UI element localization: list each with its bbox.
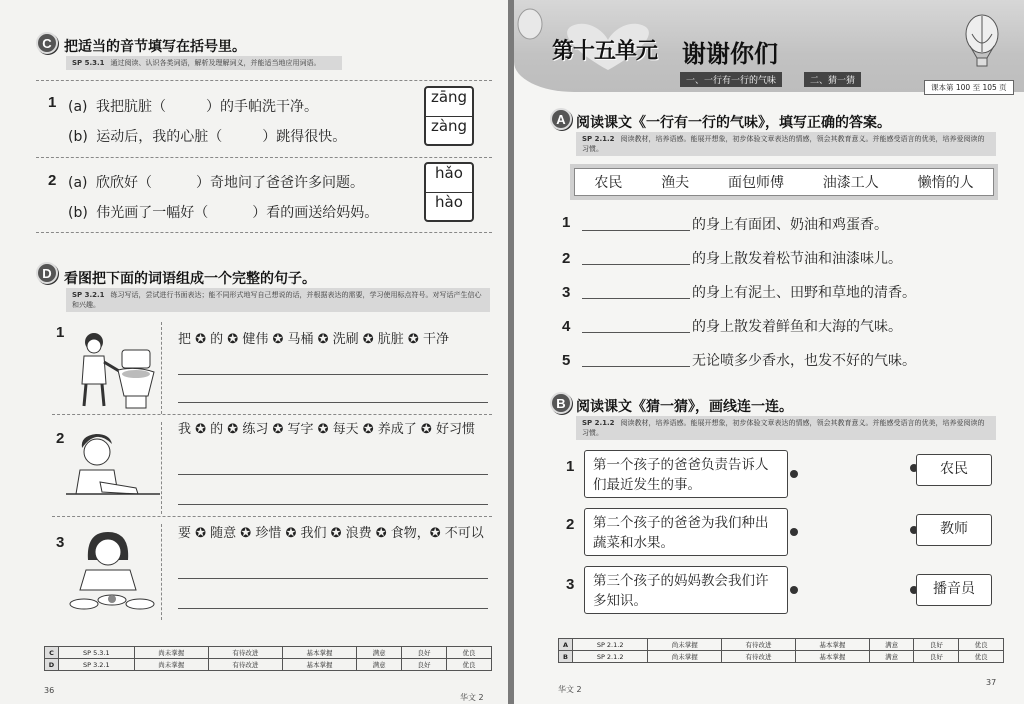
assessment-table (44, 646, 492, 671)
pinyin-option: zāng (430, 88, 468, 106)
question-text: 无论喷多少香水，也发不好的气味。 (692, 353, 916, 369)
pinyin-option: hào (426, 192, 472, 220)
boy-writing-image (66, 422, 162, 514)
table-cell[interactable]: 优良 (446, 659, 491, 671)
standard-text: 阅读教材，培养语感。能展开想象，初步体验文章表达的情感，领会其教育意义。并能感受语言的优美，培养爱阅读的习惯。 (582, 135, 985, 153)
question-2a: (a) 欣欣好（ ）奇地问了爸爸许多问题。 (68, 175, 364, 191)
table-row (45, 659, 492, 671)
table-cell[interactable]: 有待改进 (208, 659, 282, 671)
table-cell: B (559, 651, 573, 663)
table-cell[interactable]: 尚未掌握 (648, 651, 722, 663)
answer-line[interactable] (582, 366, 690, 367)
table-cell: SP 2.1.2 (573, 639, 648, 651)
word-list: 我 ✪ 的 ✪ 练习 ✪ 写字 ✪ 每天 ✪ 养成了 ✪ 好习惯 (178, 422, 475, 437)
lesson-tag-1: 一、一行有一行的气味 (680, 72, 782, 87)
question-number: 4 (562, 318, 571, 335)
unit-name: 谢谢你们 (682, 40, 778, 68)
divider (52, 516, 492, 517)
standard-code: SP 3.2.1 (72, 291, 105, 299)
table-cell[interactable]: 基本掌握 (795, 639, 869, 651)
section-b-title: 阅读课文《猜一猜》，画线连一连。 (576, 399, 793, 415)
match-dot[interactable] (790, 586, 798, 594)
pinyin-option: zàng (426, 116, 472, 144)
question-number: 2 (566, 516, 575, 533)
section-d-badge: D (36, 262, 58, 284)
table-cell: SP 5.3.1 (59, 647, 135, 659)
match-card-right[interactable]: 教师 (916, 514, 992, 546)
standard-text: 阅读教材，培养语感。能展开想象，初步体验文章表达的情感，领会其教育意义。并能感受语言的优美，培养爱阅读的习惯。 (582, 419, 985, 437)
question-number: 1 (566, 458, 575, 475)
question-1b: (b) 运动后，我的心脏（ ）跳得很快。 (68, 129, 347, 145)
word-list: 把 ✪ 的 ✪ 健伟 ✪ 马桶 ✪ 洗刷 ✪ 肮脏 ✪ 干净 (178, 332, 449, 347)
writing-line[interactable] (178, 608, 488, 609)
standard-code: SP 2.1.2 (582, 135, 615, 143)
section-d-title: 看图把下面的词语组成一个完整的句子。 (64, 271, 316, 287)
section-b-badge: B (550, 392, 572, 414)
divider (52, 414, 492, 415)
question-number: 3 (56, 534, 65, 551)
question-number: 1 (48, 94, 57, 111)
question-1a: (a) 我把肮脏（ ）的手帕洗干净。 (68, 99, 318, 115)
writing-line[interactable] (178, 374, 488, 375)
question-text: 的身上有泥土、田野和草地的清香。 (692, 285, 916, 301)
question-number: 2 (562, 250, 571, 267)
assessment-table (558, 638, 1004, 663)
table-cell: SP 2.1.2 (573, 651, 648, 663)
table-cell[interactable]: 有待改进 (722, 651, 796, 663)
question-2b: (b) 伟光画了一幅好（ ）看的画送给妈妈。 (68, 205, 379, 221)
table-cell[interactable]: 良好 (402, 659, 447, 671)
table-cell[interactable]: 尚未掌握 (648, 639, 722, 651)
table-cell[interactable]: 良好 (914, 639, 959, 651)
table-cell[interactable]: 基本掌握 (795, 651, 869, 663)
section-d-standard (66, 288, 490, 312)
table-cell[interactable]: 尚未掌握 (134, 659, 208, 671)
left-page (0, 0, 508, 704)
table-cell[interactable]: 满意 (357, 659, 402, 671)
answer-line[interactable] (582, 298, 690, 299)
match-card-right[interactable]: 农民 (916, 454, 992, 486)
divider (36, 80, 492, 81)
section-a-standard (576, 132, 996, 156)
section-b-standard (576, 416, 996, 440)
table-row (559, 651, 1004, 663)
table-cell[interactable]: 优良 (959, 639, 1004, 651)
match-card-left[interactable]: 第一个孩子的爸爸负责告诉人们最近发生的事。 (584, 450, 788, 498)
table-cell: SP 3.2.1 (59, 659, 135, 671)
table-cell[interactable]: 良好 (914, 651, 959, 663)
word-bank (574, 168, 994, 196)
unit-title: 第十五单元 (552, 38, 658, 64)
question-text: 的身上散发着鲜鱼和大海的气味。 (692, 319, 902, 335)
standard-code: SP 5.3.1 (72, 59, 105, 67)
footer-subject: 华文 2 (460, 693, 484, 702)
word-bank-item: 油漆工人 (822, 175, 879, 191)
writing-line[interactable] (178, 402, 488, 403)
question-number: 3 (566, 576, 575, 593)
question-text: 的身上散发着松节油和油漆味儿。 (692, 251, 902, 267)
writing-line[interactable] (178, 474, 488, 475)
standard-text: 练习写话，尝试进行书面表达；能不同形式地写自己想说的话，并根据表达的需要，学习使用标点符号。对写话产生信心和兴趣。 (72, 291, 482, 309)
table-cell: C (45, 647, 59, 659)
standard-text: 通过阅读、认识各类词语，解析及理解词义，并能适当地应用词语。 (110, 59, 321, 67)
match-card-left[interactable]: 第三个孩子的妈妈教会我们许多知识。 (584, 566, 788, 614)
table-cell[interactable]: 满意 (869, 639, 914, 651)
word-bank-item: 面包师傅 (727, 175, 784, 191)
section-c-standard (66, 56, 342, 70)
table-cell[interactable]: 基本掌握 (282, 647, 356, 659)
answer-line[interactable] (582, 230, 690, 231)
match-dot[interactable] (790, 528, 798, 536)
table-cell[interactable]: 有待改进 (722, 639, 796, 651)
divider (36, 232, 492, 233)
word-bank-item: 懒惰的人 (917, 175, 974, 191)
answer-line[interactable] (582, 332, 690, 333)
page-number: 37 (986, 678, 997, 687)
table-cell[interactable]: 优良 (959, 651, 1004, 663)
question-text: 的身上有面团、奶油和鸡蛋香。 (692, 217, 888, 233)
hot-air-balloon-icon (960, 14, 1004, 74)
divider (36, 157, 492, 158)
word-list: 要 ✪ 随意 ✪ 珍惜 ✪ 我们 ✪ 浪费 ✪ 食物，✪ 不可以 (178, 526, 484, 541)
question-number: 5 (562, 352, 571, 369)
lesson-tag-2: 二、猜一猜 (804, 72, 861, 87)
word-bank-item: 农民 (594, 175, 623, 191)
right-page (514, 0, 1024, 704)
answer-line[interactable] (582, 264, 690, 265)
match-card-left[interactable]: 第二个孩子的爸爸为我们种出蔬菜和水果。 (584, 508, 788, 556)
textbook-ref: 课本第 100 至 105 页 (924, 80, 1014, 95)
table-row (45, 647, 492, 659)
question-number: 3 (562, 284, 571, 301)
section-c-title: 把适当的音节填写在括号里。 (64, 39, 246, 55)
writing-line[interactable] (178, 504, 488, 505)
table-cell[interactable]: 满意 (357, 647, 402, 659)
match-dot[interactable] (790, 470, 798, 478)
section-c-badge: C (36, 32, 58, 54)
woman-eating-image (66, 524, 162, 620)
match-card-right[interactable]: 播音员 (916, 574, 992, 606)
pinyin-option: hǎo (435, 164, 463, 182)
pinyin-box-2 (424, 162, 474, 222)
table-cell[interactable]: 尚未掌握 (134, 647, 208, 659)
question-number: 2 (56, 430, 65, 447)
question-number: 1 (562, 214, 571, 231)
boy-cleaning-toilet-image (66, 322, 162, 414)
table-cell[interactable]: 优良 (446, 647, 491, 659)
table-cell: A (559, 639, 573, 651)
table-cell[interactable]: 有待改进 (208, 647, 282, 659)
question-number: 1 (56, 324, 65, 341)
table-cell: D (45, 659, 59, 671)
section-a-badge: A (550, 108, 572, 130)
word-bank-item: 渔夫 (661, 175, 690, 191)
table-cell[interactable]: 良好 (402, 647, 447, 659)
table-cell[interactable]: 基本掌握 (282, 659, 356, 671)
table-row (559, 639, 1004, 651)
footer-subject: 华文 2 (558, 685, 582, 694)
writing-line[interactable] (178, 578, 488, 579)
standard-code: SP 2.1.2 (582, 419, 615, 427)
pinyin-box-1 (424, 86, 474, 146)
page-number: 36 (44, 686, 55, 695)
question-number: 2 (48, 172, 57, 189)
table-cell[interactable]: 满意 (869, 651, 914, 663)
section-a-title: 阅读课文《一行有一行的气味》，填写正确的答案。 (576, 115, 891, 131)
